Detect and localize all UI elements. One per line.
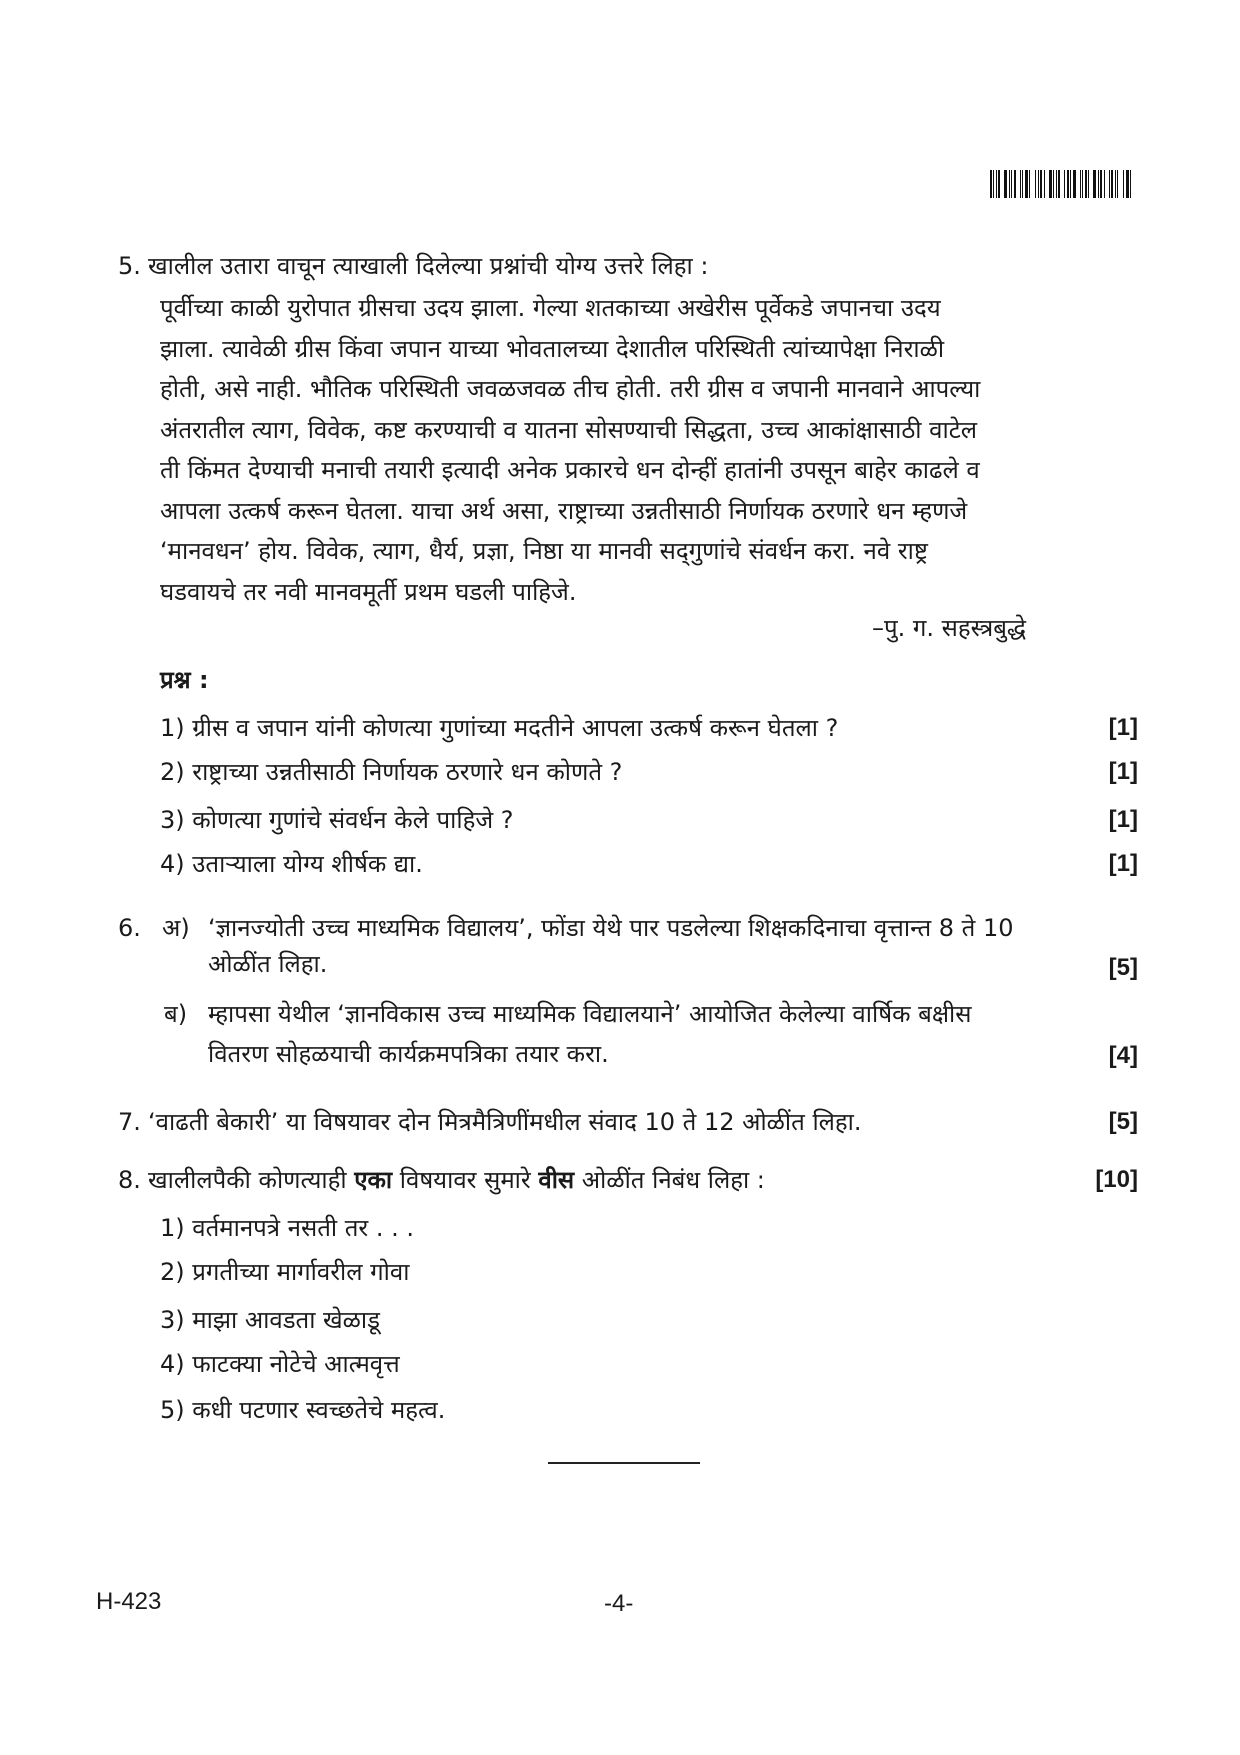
marks-badge: [10] <box>1095 1166 1138 1193</box>
barcode-bar <box>1058 170 1060 198</box>
barcode-bar <box>1100 170 1102 198</box>
barcode-bar <box>1123 170 1124 198</box>
page-number: -4- <box>604 1590 634 1617</box>
question-6a-line1: ‘ज्ञानज्योती उच्च माध्यमिक विद्यालय’, फोंडा येथे पार पडलेल्या शिक्षकदिनाचा वृत्तान्त 8 ते 10 <box>208 914 1014 942</box>
question-5-passage <box>160 288 1100 612</box>
barcode-bar <box>1009 170 1010 198</box>
barcode-bar <box>1117 170 1118 198</box>
barcode-bar <box>993 170 994 198</box>
question-8-text-post: ओळींत निबंध लिहा : <box>574 1166 765 1194</box>
question-8-number: 8. <box>118 1166 141 1194</box>
barcode-bar <box>1073 170 1076 198</box>
barcode-bar <box>1109 170 1110 198</box>
barcode-bar <box>1025 170 1028 198</box>
barcode-bar <box>1080 170 1081 198</box>
marks-badge: [1] <box>1108 758 1138 785</box>
question-6-number: 6. <box>118 914 141 942</box>
barcode-bar <box>1038 170 1039 198</box>
passage-line: आपला उत्कर्ष करून घेतला. याचा अर्थ असा, राष्ट्राच्या उन्नतीसाठी निर्णायक ठरणारे धन म्हणजे <box>160 496 968 525</box>
barcode-bar <box>998 170 1000 198</box>
barcode-bar <box>1035 170 1036 198</box>
barcode-bar <box>1070 170 1071 198</box>
barcode-bar <box>1091 170 1092 198</box>
question-8-text-pre: खालीलपैकी कोणत्याही <box>148 1166 355 1194</box>
barcode-bar <box>1067 170 1069 198</box>
barcode-bar <box>1082 170 1083 198</box>
question-5-2: 2) राष्ट्राच्या उन्नतीसाठी निर्णायक ठरणारे धन कोणते ? <box>160 758 623 786</box>
question-8-text <box>148 1160 765 1200</box>
barcode-bar <box>1044 170 1045 198</box>
marks-badge: [5] <box>1108 954 1138 981</box>
essay-topic: 3) माझा आवडता खेळाडू <box>160 1306 380 1334</box>
question-8-text-mid: विषयावर सुमारे <box>392 1166 539 1194</box>
barcode-bar <box>1085 170 1087 198</box>
passage-line: ती किंमत देण्याची मनाची तयारी इत्यादी अनेक प्रकारचे धन दोन्हीं हातांनी उपसून बाहेर काढले व <box>160 456 980 484</box>
barcode-bar <box>1020 170 1021 198</box>
passage-line: घडवायचे तर नवी मानवमूर्ती प्रथम घडली पाहिजे. <box>160 577 577 606</box>
barcode-bar <box>1032 170 1034 198</box>
question-7-number: 7. <box>118 1108 141 1136</box>
passage-line: अंतरातील त्याग, विवेक, कष्ट करण्याची व यातना सोसण्याची सिद्धता, उच्च आकांक्षासाठी वाटेल <box>160 415 978 444</box>
barcode-bar <box>1120 170 1122 198</box>
passage-author: –पु. ग. सहस्त्रबुद्धे <box>872 614 1027 642</box>
barcode-bar <box>1111 170 1113 198</box>
barcode-bar <box>1130 170 1131 198</box>
question-6a-line2: ओळींत लिहा. <box>208 950 328 978</box>
barcode-bar <box>1077 170 1078 198</box>
essay-topic: 2) प्रगतीच्या मार्गावरील गोवा <box>160 1258 410 1286</box>
barcode-bar <box>1040 170 1042 198</box>
barcode-bar <box>1004 170 1007 198</box>
question-6a-label: अ) <box>162 914 190 942</box>
barcode-bar <box>1014 170 1016 198</box>
barcode-bar <box>1002 170 1003 198</box>
barcode-image <box>990 170 1138 198</box>
barcode-bar <box>1088 170 1089 198</box>
questions-heading: प्रश्न : <box>160 666 209 694</box>
barcode-bar <box>1056 170 1057 198</box>
barcode-bar <box>1049 170 1052 198</box>
marks-badge: [4] <box>1108 1042 1138 1069</box>
barcode-bar <box>1062 170 1063 198</box>
question-5-1: 1) ग्रीस व जपान यांनी कोणत्या गुणांच्या मदतीने आपला उत्कर्ष करून घेतला ? <box>160 714 839 742</box>
question-6b-line1: म्हापसा येथील ‘ज्ञानविकास उच्च माध्यमिक विद्यालयाने’ आयोजित केलेल्या वार्षिक बक्षीस <box>208 1000 972 1028</box>
passage-line: झाला. त्यावेळी ग्रीस किंवा जपान याच्या भोवतालच्या देशातील परिस्थिती त्यांच्यापेक्षा निराळी <box>160 334 945 363</box>
barcode-bar <box>1106 170 1107 198</box>
question-7-text: ‘वाढती बेकारी’ या विषयावर दोन मित्रमैत्रिणींमधील संवाद 10 ते 12 ओळींत लिहा. <box>148 1108 862 1136</box>
barcode-bar <box>1115 170 1116 198</box>
question-5-instruction: खालील उतारा वाचून त्याखाली दिलेल्या प्रश्नांची योग्य उत्तरे लिहा : <box>148 252 709 280</box>
question-6b-label: ब) <box>164 1000 188 1028</box>
marks-badge: [1] <box>1108 714 1138 741</box>
question-6b-line2: वितरण सोहळयाची कार्यक्रमपत्रिका तयार करा. <box>208 1040 609 1068</box>
marks-badge: [5] <box>1108 1108 1138 1135</box>
barcode-bar <box>1126 170 1129 198</box>
question-5-4: 4) उताऱ्याला योग्य शीर्षक द्या. <box>160 850 423 878</box>
essay-topic: 1) वर्तमानपत्रे नसती तर . . . <box>160 1214 415 1242</box>
barcode-bar <box>990 170 992 198</box>
barcode-bar <box>996 170 997 198</box>
passage-line: पूर्वीच्या काळी युरोपात ग्रीसचा उदय झाला. गेल्या शतकाच्या अखेरीस पूर्वेकडे जपानचा उदय <box>160 294 941 322</box>
passage-line: होती, असे नाही. भौतिक परिस्थिती जवळजवळ तीच होती. तरी ग्रीस व जपानी मानवाने आपल्या <box>160 375 981 403</box>
essay-topic: 4) फाटक्या नोटेचे आत्मवृत्त <box>160 1350 400 1378</box>
barcode-bar <box>1011 170 1012 198</box>
passage-line: ‘मानवधन’ होय. विवेक, त्याग, धैर्य, प्रज्ञा, निष्ठा या मानवी सद्‌गुणांचे संवर्धन करा. नवे राष्ट्र <box>160 537 928 565</box>
barcode-bar <box>1098 170 1099 198</box>
barcode-bar <box>1064 170 1065 198</box>
barcode-bar <box>1053 170 1054 198</box>
barcode-bar <box>1046 170 1047 198</box>
essay-topic: 5) कधी पटणार स्वच्छतेचे महत्व. <box>160 1396 446 1424</box>
question-8-bold-one: एका <box>354 1166 393 1194</box>
marks-badge: [1] <box>1108 850 1138 877</box>
barcode-bar <box>1104 170 1105 198</box>
barcode-bar <box>1017 170 1018 198</box>
question-5-number: 5. <box>118 252 141 280</box>
barcode-bar <box>1029 170 1030 198</box>
barcode-bar <box>1022 170 1023 198</box>
paper-code: H-423 <box>96 1588 162 1615</box>
marks-badge: [1] <box>1108 806 1138 833</box>
question-8-bold-twenty: वीस <box>538 1166 575 1194</box>
barcode-bar <box>1093 170 1096 198</box>
end-rule <box>548 1462 700 1464</box>
question-5-3: 3) कोणत्या गुणांचे संवर्धन केले पाहिजे ? <box>160 806 514 834</box>
